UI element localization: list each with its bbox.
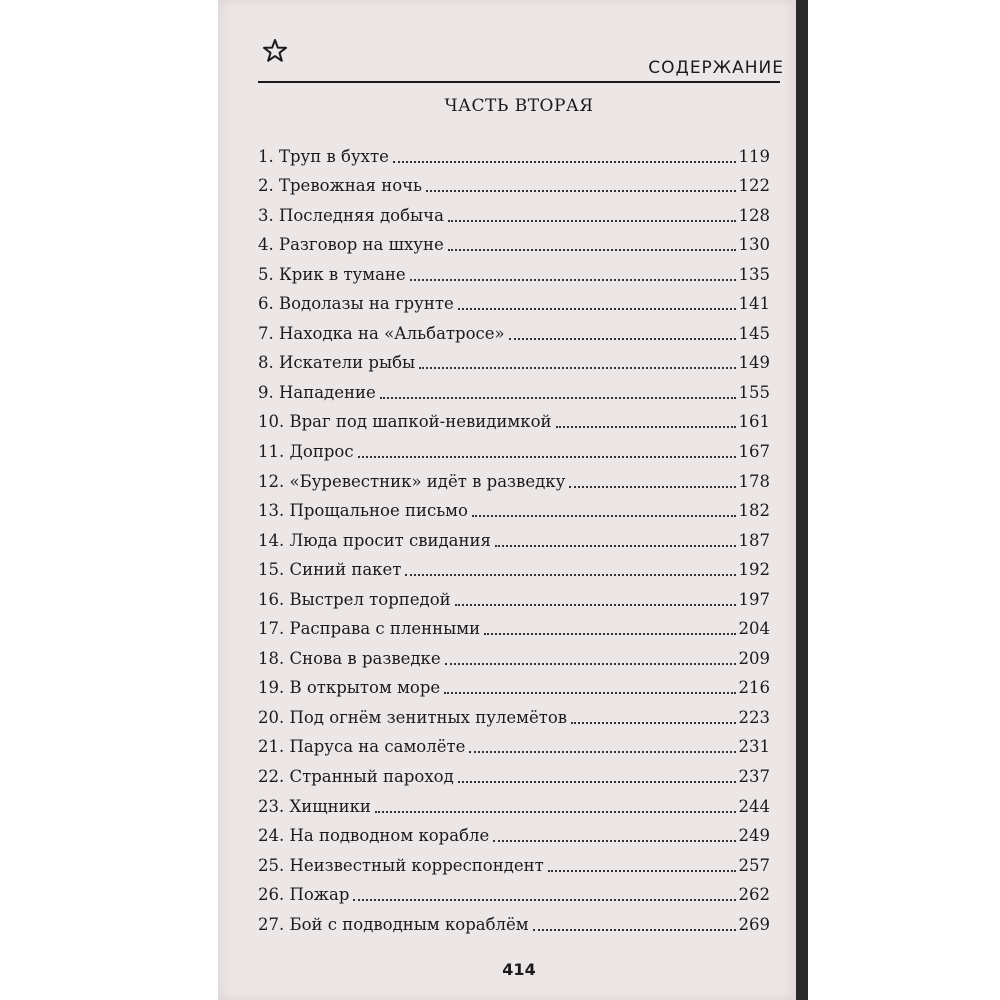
table-of-contents <box>258 138 770 936</box>
toc-entry-page: 209 <box>738 648 770 668</box>
toc-dot-leader <box>444 691 735 694</box>
toc-entry-title: 26. Пожар <box>258 885 350 905</box>
toc-entry <box>258 552 770 582</box>
toc-dot-leader <box>445 662 736 665</box>
toc-entry-title: 24. На подводном корабле <box>258 826 490 846</box>
toc-dot-leader <box>533 928 736 931</box>
toc-entry-title: 5. Крик в тумане <box>258 264 406 284</box>
toc-entry <box>258 522 770 552</box>
toc-entry-title: 12. «Буревестник» идёт в разведку <box>258 471 566 491</box>
toc-entry <box>258 345 770 375</box>
toc-dot-leader <box>569 485 735 488</box>
toc-dot-leader <box>472 514 736 517</box>
toc-entry-title: 23. Хищники <box>258 796 371 816</box>
toc-entry-page: 223 <box>738 707 770 727</box>
toc-entry-page: 257 <box>738 855 770 875</box>
toc-dot-leader <box>469 750 735 753</box>
toc-entry <box>258 256 770 286</box>
toc-dot-leader <box>509 337 736 340</box>
toc-entry-title: 15. Синий пакет <box>258 560 402 580</box>
toc-entry-page: 122 <box>738 176 770 196</box>
toc-entry <box>258 433 770 463</box>
toc-entry <box>258 493 770 523</box>
toc-dot-leader <box>426 189 735 192</box>
toc-entry-page: 269 <box>738 914 770 934</box>
toc-entry-page: 182 <box>738 501 770 521</box>
toc-dot-leader <box>410 278 736 281</box>
toc-entry <box>258 404 770 434</box>
toc-entry-title: 19. В открытом море <box>258 678 441 698</box>
toc-dot-leader <box>571 721 735 724</box>
toc-dot-leader <box>405 573 735 576</box>
toc-entry-title: 2. Тревожная ночь <box>258 176 423 196</box>
part-title: ЧАСТЬ ВТОРАЯ <box>444 96 594 116</box>
toc-entry-title: 8. Искатели рыбы <box>258 353 416 373</box>
toc-dot-leader <box>548 869 736 872</box>
toc-dot-leader <box>448 219 736 222</box>
toc-entry <box>258 227 770 257</box>
toc-dot-leader <box>556 425 736 428</box>
toc-entry-page: 262 <box>738 885 770 905</box>
toc-entry-title: 6. Водолазы на грунте <box>258 294 454 314</box>
toc-dot-leader <box>419 366 735 369</box>
toc-entry-page: 141 <box>738 294 770 314</box>
toc-dot-leader <box>458 307 736 310</box>
toc-entry-page: 149 <box>738 353 770 373</box>
toc-entry <box>258 699 770 729</box>
toc-entry-title: 9. Нападение <box>258 382 376 402</box>
toc-entry-page: 155 <box>738 382 770 402</box>
toc-entry-title: 3. Последняя добыча <box>258 205 444 225</box>
header-rule <box>258 81 780 83</box>
toc-entry-page: 231 <box>738 737 770 757</box>
toc-entry <box>258 463 770 493</box>
toc-entry-title: 25. Неизвестный корреспондент <box>258 855 544 875</box>
toc-entry-page: 161 <box>738 412 770 432</box>
toc-dot-leader <box>455 603 736 606</box>
toc-entry-title: 27. Бой с подводным кораблём <box>258 914 529 934</box>
toc-dot-leader <box>484 632 735 635</box>
toc-entry-title: 17. Расправа с пленными <box>258 619 481 639</box>
toc-entry-page: 216 <box>738 678 770 698</box>
toc-entry <box>258 315 770 345</box>
toc-entry <box>258 877 770 907</box>
toc-entry-title: 10. Враг под шапкой-невидимкой <box>258 412 552 432</box>
toc-entry <box>258 611 770 641</box>
toc-entry-title: 1. Труп в бухте <box>258 146 389 166</box>
toc-entry-page: 187 <box>738 530 770 550</box>
toc-entry <box>258 374 770 404</box>
toc-entry-title: 4. Разговор на шхуне <box>258 235 444 255</box>
toc-entry <box>258 758 770 788</box>
toc-entry-title: 16. Выстрел торпедой <box>258 589 451 609</box>
toc-entry-page: 237 <box>738 767 770 787</box>
toc-entry <box>258 581 770 611</box>
toc-entry <box>258 670 770 700</box>
toc-entry-title: 11. Допрос <box>258 442 354 462</box>
toc-entry-page: 119 <box>738 146 770 166</box>
toc-entry-page: 244 <box>738 796 770 816</box>
toc-entry <box>258 286 770 316</box>
toc-dot-leader <box>448 248 736 251</box>
toc-entry-title: 14. Люда просит свидания <box>258 530 491 550</box>
running-header-title: СОДЕРЖАНИЕ <box>648 58 784 78</box>
toc-entry-title: 22. Странный пароход <box>258 767 454 787</box>
toc-entry-title: 21. Паруса на самолёте <box>258 737 466 757</box>
page-edge <box>796 0 808 1000</box>
toc-dot-leader <box>493 839 735 842</box>
toc-entry-page: 178 <box>738 471 770 491</box>
toc-entry <box>258 138 770 168</box>
toc-entry <box>258 197 770 227</box>
toc-entry-page: 197 <box>738 589 770 609</box>
toc-entry-title: 18. Снова в разведке <box>258 648 441 668</box>
toc-entry-page: 192 <box>738 560 770 580</box>
toc-entry-page: 135 <box>738 264 770 284</box>
toc-entry <box>258 906 770 936</box>
star-outline-icon <box>262 38 288 64</box>
toc-entry <box>258 168 770 198</box>
toc-dot-leader <box>353 898 735 901</box>
toc-entry-title: 20. Под огнём зенитных пулемётов <box>258 707 568 727</box>
page-number: 414 <box>502 960 536 979</box>
toc-entry-page: 249 <box>738 826 770 846</box>
toc-dot-leader <box>380 396 736 399</box>
toc-entry <box>258 847 770 877</box>
toc-entry <box>258 818 770 848</box>
toc-dot-leader <box>358 455 736 458</box>
toc-entry-page: 204 <box>738 619 770 639</box>
toc-entry-page: 167 <box>738 442 770 462</box>
toc-entry-page: 145 <box>738 323 770 343</box>
toc-dot-leader <box>375 810 736 813</box>
toc-entry-title: 7. Находка на «Альбатросе» <box>258 323 505 343</box>
toc-dot-leader <box>458 780 736 783</box>
toc-entry-page: 128 <box>738 205 770 225</box>
toc-entry <box>258 640 770 670</box>
toc-entry <box>258 729 770 759</box>
toc-dot-leader <box>495 544 736 547</box>
toc-entry-title: 13. Прощальное письмо <box>258 501 468 521</box>
toc-dot-leader <box>393 160 736 163</box>
toc-entry <box>258 788 770 818</box>
toc-entry-page: 130 <box>738 235 770 255</box>
